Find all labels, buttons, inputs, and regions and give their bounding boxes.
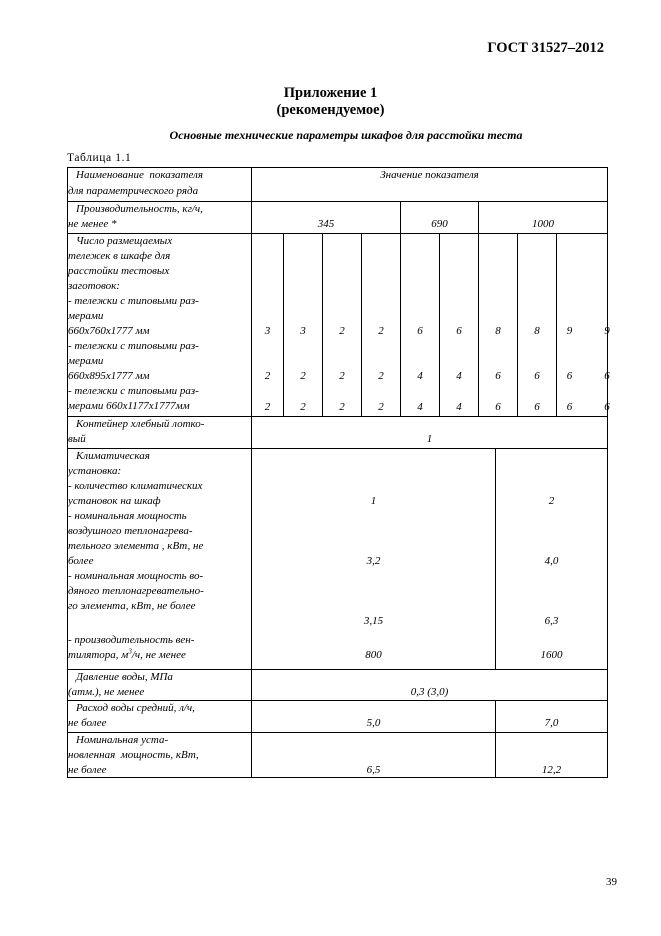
climate-label-line: воздушного теплонагрева-	[68, 525, 193, 537]
trolley-cell: 9	[604, 325, 610, 337]
trolley-cell: 2	[300, 401, 306, 413]
page-number: 39	[606, 876, 617, 888]
air-power-value: 4,0	[544, 555, 559, 567]
table-caption: Основные технические параметры шкафов для расстойки теста	[169, 128, 523, 142]
water-flow-label-line1: Расход воды средний, л/ч,	[76, 702, 195, 714]
productivity-label-line1: Производительность, кг/ч,	[76, 203, 203, 215]
trolleys-label-line: заготовок:	[68, 280, 120, 292]
trolleys-label-line: расстойки тестовых	[68, 265, 170, 277]
trolley-cell: 4	[456, 370, 462, 382]
climate-label-line: тельного элемента , кВт, не	[68, 540, 204, 552]
trolley-cell: 6	[456, 325, 462, 337]
appendix-title: Приложение 1	[283, 85, 378, 101]
container-value: 1	[426, 433, 433, 445]
water-pressure-value: 0,3 (3,0)	[410, 686, 449, 698]
water-flow-value: 7,0	[544, 717, 559, 729]
trolleys-label-line: - тележки с типовыми раз-	[68, 385, 199, 397]
trolley-cell: 2	[378, 370, 384, 382]
trolley-cell: 9	[566, 325, 573, 337]
trolley-cell: 4	[417, 370, 423, 382]
trolley-cell: 2	[378, 325, 384, 337]
water-power-value: 3,15	[363, 615, 384, 627]
trolley-cell: 6	[495, 370, 501, 382]
trolleys-label-line: мерами 660х1177х1777мм	[68, 400, 190, 412]
trolley-cell: 2	[300, 370, 306, 382]
trolley-cell: 6	[566, 370, 573, 382]
trolley-cell: 2	[339, 370, 345, 382]
trolley-cell: 8	[534, 325, 540, 337]
climate-label-line: - производительность вен-	[68, 634, 195, 646]
installed-power-value: 12,2	[541, 764, 562, 776]
water-pressure-label-line2: (атм.), не менее	[68, 686, 145, 698]
header-param-name-line2: для параметрического ряда	[68, 185, 199, 197]
trolleys-label-line: - тележки с типовыми раз-	[68, 340, 199, 352]
trolley-cell: 6	[604, 370, 610, 382]
trolleys-label-line: 660х895х1777 мм	[68, 370, 150, 382]
appendix-subtitle: (рекомендуемое)	[276, 102, 385, 118]
header-param-value: Значение показателя	[380, 169, 479, 181]
trolleys-label-line: - тележки с типовыми раз-	[68, 295, 199, 307]
container-label-line1: Контейнер хлебный лотко-	[76, 418, 205, 430]
climate-label-line: Климатическая	[76, 450, 150, 462]
parameters-table	[67, 167, 608, 778]
trolleys-label-line: тележек в шкафе для	[68, 250, 171, 262]
trolleys-label-line: мерами	[68, 355, 104, 367]
fan-label-suffix: /ч, не менее	[131, 649, 186, 661]
trolley-cell: 6	[604, 401, 610, 413]
table-label: Таблица 1.1	[67, 152, 132, 164]
table-border-right	[607, 167, 608, 778]
fan-label-line	[68, 648, 251, 663]
fan-label-prefix: тилятора, м	[68, 649, 129, 661]
climate-count-value: 2	[548, 495, 555, 507]
trolley-cell: 6	[534, 370, 540, 382]
trolley-cell: 6	[566, 401, 573, 413]
fan-value: 1600	[540, 649, 563, 661]
fan-label-superscript: 3	[128, 647, 132, 656]
trolleys-label-line: 660х760х1777 мм	[68, 325, 150, 337]
water-pressure-label-line1: Давление воды, МПа	[76, 671, 173, 683]
header-param-name-line1: Наименование показателя	[76, 169, 203, 181]
trolley-cell: 6	[495, 401, 501, 413]
trolley-cell: 2	[264, 401, 271, 413]
installed-power-value: 6,5	[366, 764, 381, 776]
climate-label-line: установок на шкаф	[68, 495, 161, 507]
productivity-value: 1000	[532, 218, 554, 230]
trolley-cell: 2	[339, 325, 345, 337]
climate-label-line: дяного теплонагревательно-	[68, 585, 204, 597]
climate-label-line: более	[68, 555, 94, 567]
installed-power-label-line1: Номинальная уста-	[76, 734, 169, 746]
climate-label-line: установка:	[68, 465, 122, 477]
installed-power-label-line2: новленная мощность, кВт,	[68, 749, 199, 761]
trolley-cell: 4	[456, 401, 462, 413]
document-code: ГОСТ 31527–2012	[487, 40, 604, 56]
air-power-value: 3,2	[366, 555, 381, 567]
trolley-cell: 8	[495, 325, 501, 337]
trolley-cell: 3	[264, 325, 271, 337]
fan-value: 800	[365, 649, 382, 661]
trolley-cell: 2	[339, 401, 345, 413]
water-flow-label-line2: не более	[68, 717, 107, 729]
trolleys-label-line: Число размещаемых	[76, 235, 173, 247]
trolley-cell: 3	[300, 325, 306, 337]
container-label-line2: вый	[68, 433, 86, 445]
climate-label-line: - номинальная мощность во-	[68, 570, 204, 582]
trolley-cell: 6	[417, 325, 423, 337]
productivity-value: 345	[317, 218, 335, 230]
climate-label-line: го элемента, кВт, не более	[68, 600, 196, 612]
water-flow-value: 5,0	[366, 717, 381, 729]
trolley-cell: 6	[534, 401, 540, 413]
climate-label-line: - номинальная мощность	[68, 510, 187, 522]
climate-count-value: 1	[370, 495, 377, 507]
productivity-label-line2: не менее *	[68, 218, 117, 230]
trolleys-label-line: мерами	[68, 310, 104, 322]
productivity-value: 690	[431, 218, 448, 230]
climate-label-line: - количество климатических	[68, 480, 203, 492]
trolley-cell: 2	[264, 370, 271, 382]
water-power-value: 6,3	[544, 615, 559, 627]
trolley-cell: 2	[378, 401, 384, 413]
trolley-cell: 4	[417, 401, 423, 413]
installed-power-label-line3: не более	[68, 764, 107, 776]
